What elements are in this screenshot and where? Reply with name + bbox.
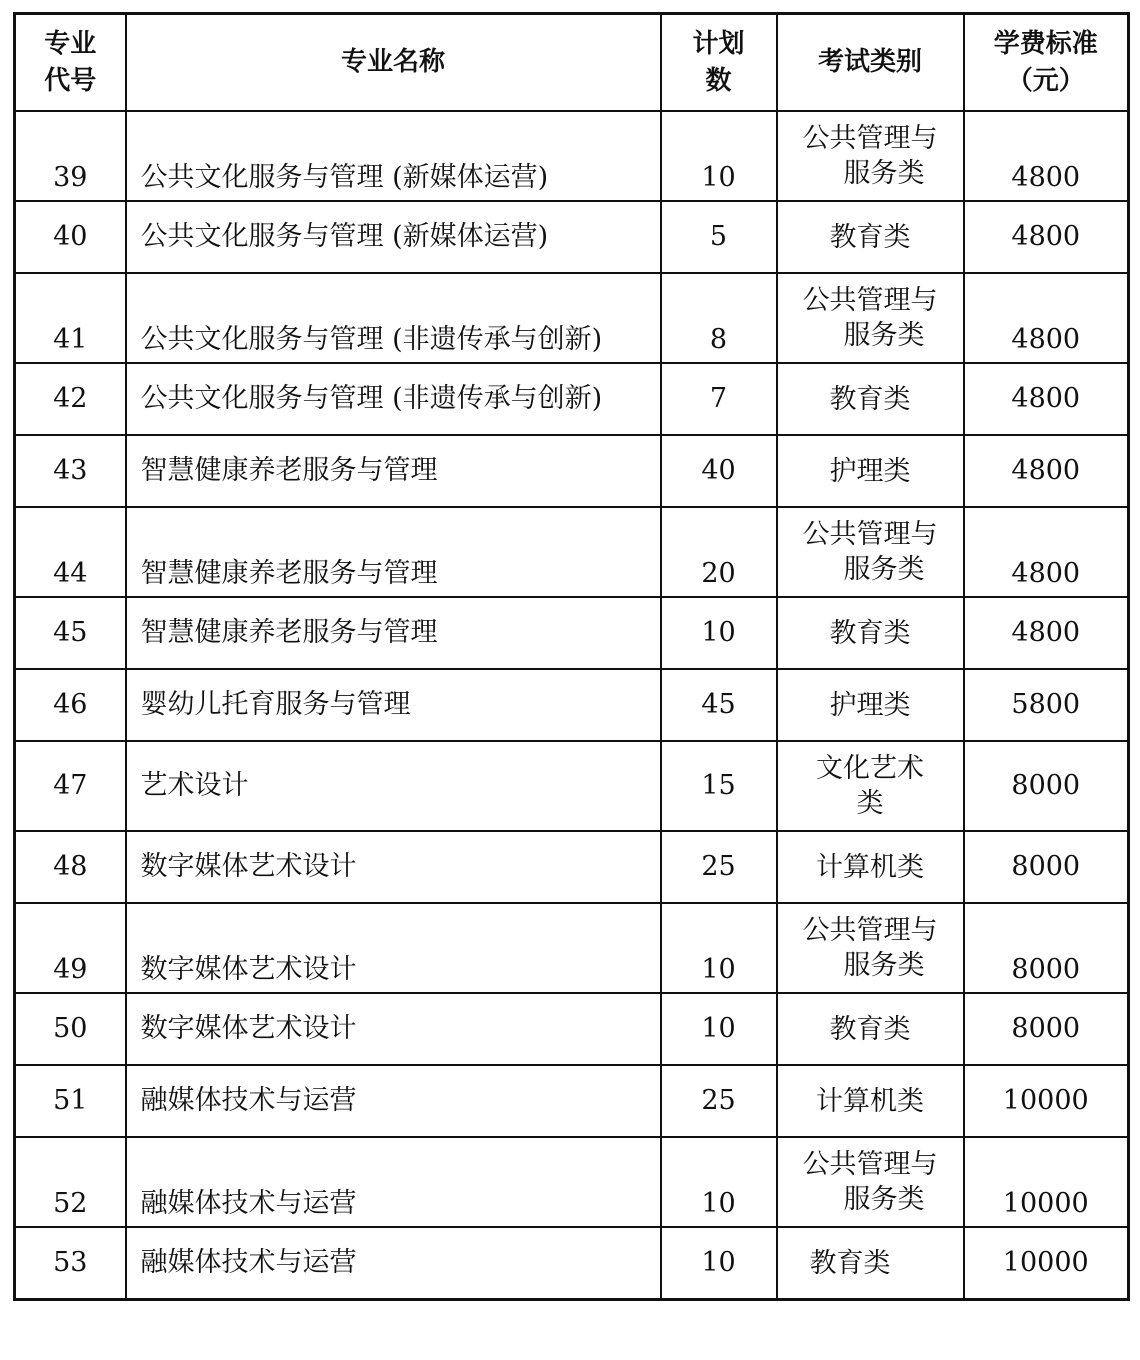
cell-exam-type (777, 201, 964, 273)
table-header-row (15, 14, 1129, 112)
table-row (15, 597, 1129, 669)
cell-code (15, 741, 126, 831)
cell-plan-text: 7 (709, 383, 728, 414)
cell-exam-type (777, 903, 964, 993)
cell-name (126, 993, 661, 1065)
cell-fee (964, 1227, 1129, 1300)
cell-fee (964, 831, 1129, 903)
table-row (15, 1137, 1129, 1227)
cell-exam-type-line1: 护理类 (829, 455, 911, 487)
cell-fee-text: 5800 (1011, 689, 1081, 720)
cell-code (15, 993, 126, 1065)
cell-exam-type-line2 (778, 1182, 963, 1217)
cell-fee-text: 4800 (1011, 558, 1081, 589)
header-plan-label: 计划 数 (692, 28, 745, 96)
cell-exam-type-line2-text: 服务类 (843, 320, 925, 351)
header-code (15, 14, 126, 112)
cell-name (126, 669, 661, 741)
header-exam-type-label: 考试类别 (817, 47, 922, 77)
enrollment-plan-table-wrap (13, 12, 1127, 1301)
cell-fee (964, 597, 1129, 669)
cell-exam-type-line2-text: 服务类 (843, 950, 925, 981)
cell-code-text: 40 (53, 221, 88, 252)
cell-plan (661, 741, 777, 831)
cell-fee (964, 435, 1129, 507)
cell-plan (661, 831, 777, 903)
cell-code-text: 53 (53, 1247, 88, 1278)
cell-name (126, 1065, 661, 1137)
cell-exam-type (777, 363, 964, 435)
cell-fee (964, 201, 1129, 273)
cell-plan-text: 25 (701, 1085, 736, 1116)
cell-code-text: 43 (53, 455, 88, 486)
cell-fee-text: 4800 (1011, 324, 1081, 355)
cell-name (126, 363, 661, 435)
cell-plan (661, 1137, 777, 1227)
cell-plan (661, 993, 777, 1065)
table-row (15, 669, 1129, 741)
table-row (15, 831, 1129, 903)
cell-plan (661, 1227, 777, 1300)
cell-plan (661, 111, 777, 201)
header-exam-type (777, 14, 964, 112)
cell-fee-text: 10000 (1002, 1188, 1089, 1219)
cell-code (15, 507, 126, 597)
cell-exam-type (777, 111, 964, 201)
header-name-label: 专业名称 (340, 47, 445, 77)
table-row (15, 273, 1129, 363)
cell-name (126, 1227, 661, 1300)
cell-plan-text: 40 (701, 455, 736, 486)
table-row (15, 363, 1129, 435)
cell-code (15, 669, 126, 741)
cell-fee-text: 4800 (1011, 617, 1081, 648)
cell-name (126, 903, 661, 993)
cell-code (15, 903, 126, 993)
cell-fee-text: 4800 (1011, 162, 1081, 193)
cell-fee (964, 993, 1129, 1065)
cell-fee (964, 111, 1129, 201)
cell-fee-text: 4800 (1011, 383, 1081, 414)
cell-code (15, 1227, 126, 1300)
table-row (15, 1227, 1129, 1300)
cell-exam-type-line1: 教育类 (829, 1013, 911, 1045)
cell-exam-type-line2 (778, 786, 963, 821)
cell-name-text: 公共文化服务与管理 (非遗传承与创新) (140, 383, 603, 414)
cell-plan-text: 45 (701, 689, 736, 720)
cell-name (126, 597, 661, 669)
table-row (15, 111, 1129, 201)
cell-plan-text: 10 (701, 1013, 736, 1044)
cell-fee (964, 741, 1129, 831)
cell-code-text: 50 (53, 1013, 88, 1044)
cell-name-text: 融媒体技术与运营 (140, 1188, 357, 1219)
cell-fee-text: 4800 (1011, 221, 1081, 252)
cell-fee (964, 507, 1129, 597)
cell-exam-type-line1: 公共管理与 (802, 519, 938, 550)
cell-name-text: 公共文化服务与管理 (新媒体运营) (140, 221, 549, 252)
cell-exam-type-line1: 文化艺术 (816, 753, 924, 784)
table-row (15, 507, 1129, 597)
cell-fee-text: 10000 (1002, 1085, 1089, 1116)
cell-exam-type-line2 (778, 948, 963, 983)
table-row (15, 435, 1129, 507)
cell-name (126, 435, 661, 507)
header-name (126, 14, 661, 112)
cell-name-text: 数字媒体艺术设计 (140, 851, 357, 882)
cell-plan (661, 435, 777, 507)
cell-code (15, 273, 126, 363)
cell-exam-type-line1: 教育类 (829, 617, 911, 649)
cell-name (126, 741, 661, 831)
header-code-label: 专业 代号 (44, 28, 97, 96)
table-row (15, 993, 1129, 1065)
cell-code-text: 42 (53, 383, 88, 414)
cell-code (15, 363, 126, 435)
cell-name-text: 婴幼儿托育服务与管理 (140, 689, 411, 720)
cell-exam-type-line1: 教育类 (829, 383, 911, 415)
header-fee-label: 学费标准 （元） (993, 28, 1098, 96)
cell-code-text: 47 (53, 770, 88, 801)
cell-code-text: 51 (53, 1085, 88, 1116)
cell-exam-type (777, 741, 964, 831)
cell-exam-type (777, 1065, 964, 1137)
enrollment-plan-table (13, 12, 1130, 1301)
cell-plan (661, 363, 777, 435)
cell-exam-type (777, 1227, 964, 1300)
cell-plan-text: 20 (701, 558, 736, 589)
cell-code (15, 1065, 126, 1137)
cell-plan (661, 597, 777, 669)
cell-exam-type-line2 (778, 552, 963, 587)
cell-exam-type-line1: 公共管理与 (802, 1149, 938, 1180)
cell-exam-type-line1: 公共管理与 (802, 915, 938, 946)
table-row (15, 903, 1129, 993)
cell-fee-text: 8000 (1011, 954, 1081, 985)
cell-name-text: 公共文化服务与管理 (新媒体运营) (140, 162, 549, 193)
cell-name (126, 111, 661, 201)
cell-code-text: 49 (53, 954, 88, 985)
cell-fee (964, 273, 1129, 363)
cell-fee (964, 363, 1129, 435)
cell-name-text: 公共文化服务与管理 (非遗传承与创新) (140, 324, 603, 355)
cell-fee-text: 8000 (1011, 851, 1081, 882)
cell-code (15, 111, 126, 201)
cell-plan-text: 25 (701, 851, 736, 882)
cell-name (126, 273, 661, 363)
header-plan (661, 14, 777, 112)
cell-plan-text: 8 (709, 324, 728, 355)
cell-exam-type-line1: 公共管理与 (802, 285, 938, 316)
cell-name-text: 智慧健康养老服务与管理 (140, 455, 438, 486)
table-row (15, 741, 1129, 831)
cell-code (15, 1137, 126, 1227)
cell-name-text: 智慧健康养老服务与管理 (140, 617, 438, 648)
cell-plan (661, 669, 777, 741)
cell-exam-type-line2-text: 服务类 (843, 158, 925, 189)
cell-exam-type (777, 435, 964, 507)
cell-name (126, 1137, 661, 1227)
cell-plan-text: 10 (701, 954, 736, 985)
cell-exam-type-line2 (778, 318, 963, 353)
table-row (15, 201, 1129, 273)
cell-exam-type-line1: 护理类 (829, 689, 911, 721)
table-row (15, 1065, 1129, 1137)
cell-exam-type (777, 597, 964, 669)
cell-code (15, 831, 126, 903)
cell-plan-text: 10 (701, 162, 736, 193)
cell-code (15, 435, 126, 507)
cell-code (15, 201, 126, 273)
cell-exam-type-line1: 计算机类 (816, 851, 924, 883)
cell-exam-type (777, 669, 964, 741)
table-body (15, 111, 1129, 1300)
cell-fee (964, 1065, 1129, 1137)
cell-name-text: 数字媒体艺术设计 (140, 954, 357, 985)
cell-plan-text: 10 (701, 1247, 736, 1278)
cell-code-text: 41 (53, 324, 88, 355)
cell-code-text: 45 (53, 617, 88, 648)
cell-name-text: 智慧健康养老服务与管理 (140, 558, 438, 589)
cell-fee-text: 8000 (1011, 770, 1081, 801)
cell-code-text: 39 (53, 162, 88, 193)
cell-name (126, 507, 661, 597)
cell-plan (661, 1065, 777, 1137)
cell-name-text: 数字媒体艺术设计 (140, 1013, 357, 1044)
cell-plan (661, 201, 777, 273)
cell-exam-type-line2-text: 服务类 (843, 554, 925, 585)
cell-exam-type-line2-text: 服务类 (843, 1184, 925, 1215)
cell-code-text: 46 (53, 689, 88, 720)
cell-fee (964, 669, 1129, 741)
cell-exam-type (777, 993, 964, 1065)
cell-code-text: 44 (53, 558, 88, 589)
cell-code-text: 52 (53, 1188, 88, 1219)
cell-code (15, 597, 126, 669)
cell-plan-text: 10 (701, 1188, 736, 1219)
cell-name-text: 融媒体技术与运营 (140, 1247, 357, 1278)
cell-fee-text: 10000 (1002, 1247, 1089, 1278)
cell-plan-text: 10 (701, 617, 736, 648)
cell-name-text: 融媒体技术与运营 (140, 1085, 357, 1116)
cell-exam-type (777, 273, 964, 363)
cell-exam-type (777, 831, 964, 903)
cell-exam-type (777, 507, 964, 597)
cell-exam-type-line1: 公共管理与 (802, 123, 938, 154)
cell-plan (661, 903, 777, 993)
cell-exam-type-line1: 计算机类 (816, 1085, 924, 1117)
cell-code-text: 48 (53, 851, 88, 882)
cell-name-text: 艺术设计 (140, 770, 249, 801)
cell-exam-type (777, 1137, 964, 1227)
cell-fee (964, 903, 1129, 993)
cell-fee (964, 1137, 1129, 1227)
cell-exam-type-line2 (778, 156, 963, 191)
cell-name (126, 201, 661, 273)
cell-name (126, 831, 661, 903)
cell-plan (661, 507, 777, 597)
cell-exam-type-line1: 教育类 (809, 1247, 891, 1279)
cell-exam-type-line1: 教育类 (829, 221, 911, 253)
cell-plan (661, 273, 777, 363)
header-fee (964, 14, 1129, 112)
cell-fee-text: 4800 (1011, 455, 1081, 486)
cell-exam-type-line2-text: 类 (856, 788, 884, 819)
cell-plan-text: 5 (709, 221, 728, 252)
cell-plan-text: 15 (701, 770, 736, 801)
cell-fee-text: 8000 (1011, 1013, 1081, 1044)
